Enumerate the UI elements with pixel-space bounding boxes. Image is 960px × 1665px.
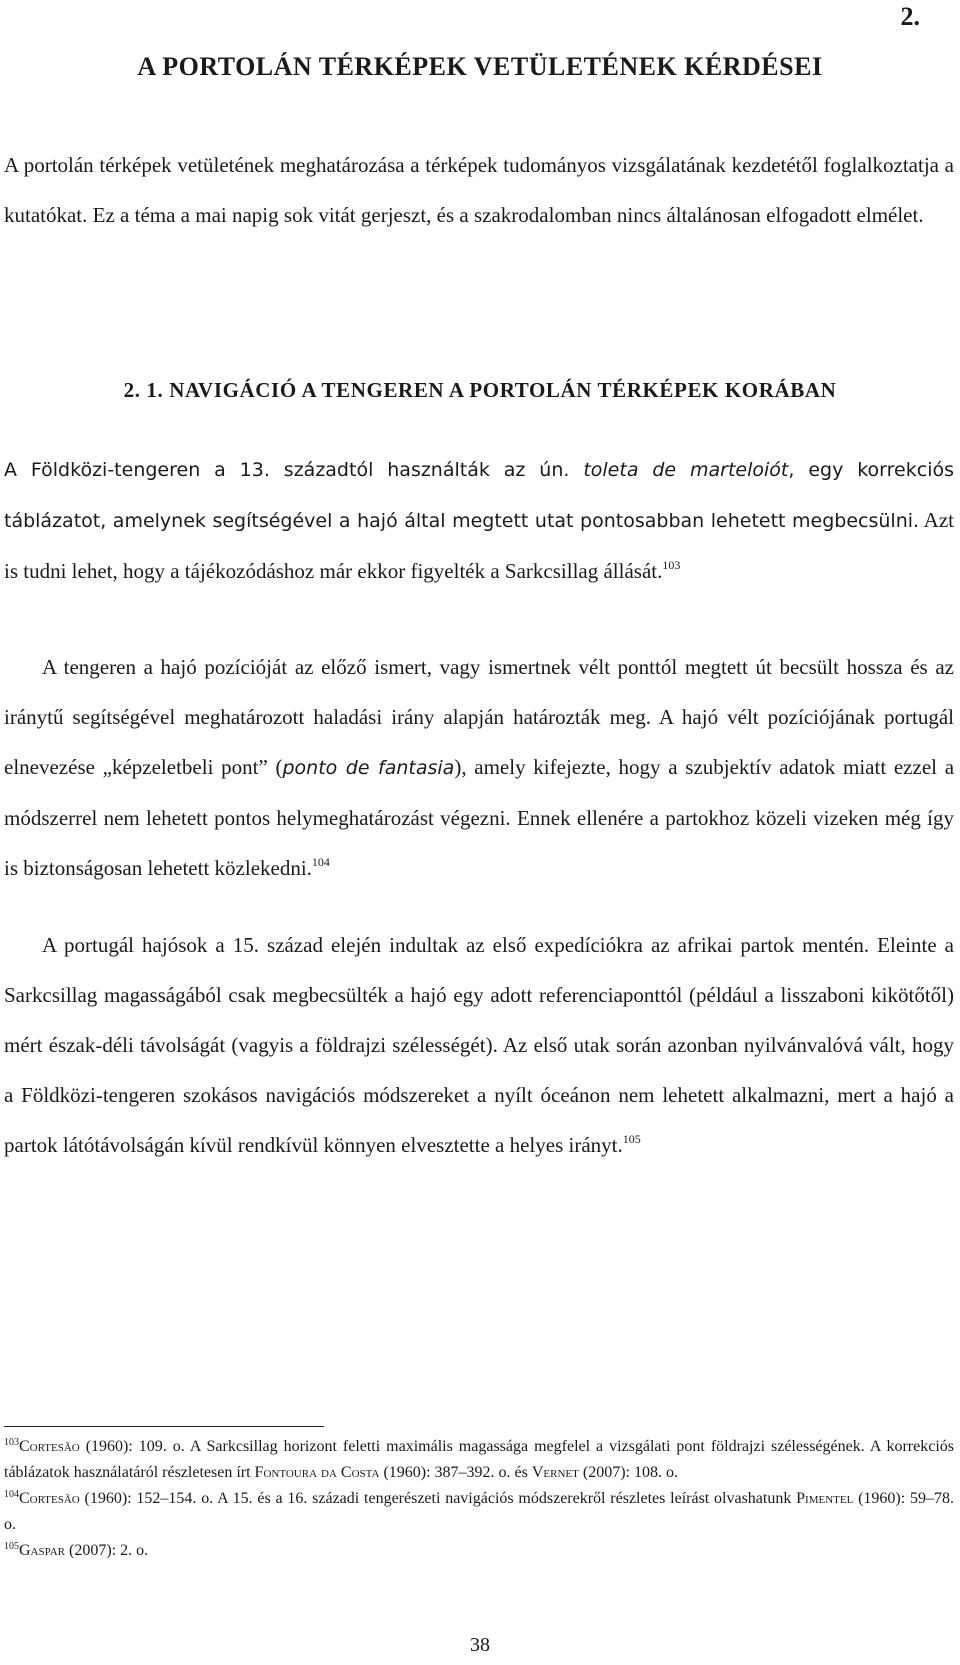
- chapter-number: 2.: [900, 2, 920, 31]
- footnote-text: (1960): 152–154. o. A 15. és a 16. századi tengerészeti navigációs módszerekről részletes leírást olvashatunk: [79, 1490, 797, 1507]
- footnotes: [4, 1434, 954, 1564]
- footnote-ref-103[interactable]: 103: [662, 558, 681, 572]
- footnote-ref-105[interactable]: 105: [622, 1132, 641, 1146]
- footnote-text: (1960): 387–392. o. és: [379, 1464, 532, 1481]
- footnote-103: [4, 1434, 954, 1486]
- footnote-text: (1960): 59–78. o.: [4, 1490, 954, 1533]
- footnote-author: Fontoura da Costa: [254, 1464, 380, 1481]
- paragraph-1-sans-text: , egy korrekciós táblázatot, amelynek segítségével a hajó által megtett utat pontosabban lehetett megbecsülni.: [4, 459, 954, 532]
- footnote-ref-104[interactable]: 104: [311, 855, 330, 869]
- footnote-104: [4, 1486, 954, 1538]
- paragraph-1-serif-text: Azt is tudni lehet, hogy a tájékozódáshoz már ekkor figyelték a Sarkcsillag állását.: [4, 508, 954, 583]
- paragraph-1-italic-term: toleta de marteloiót: [583, 459, 789, 481]
- intro-paragraph: A portolán térképek vetületének meghatározása a térképek tudományos vizsgálatának kezdetétől foglalkoztatja a kutatókat. Ez a téma a mai napig sok vitát gerjeszt, és a szakrodalomban nincs általánosan elfogadott elmélet.: [4, 153, 954, 227]
- footnote-number: 103: [4, 1437, 19, 1448]
- paragraph-2-text-a: A tengeren a hajó pozícióját az előző ismert, vagy ismertnek vélt ponttól megtett út becsült hossza és az iránytű segítségével meghatározott haladási irány alapján határozták meg. A hajó vélt pozíciójának portugál elnevezése „képzeletbeli pont” (: [4, 655, 954, 779]
- footnote-author: Gaspar: [19, 1542, 66, 1559]
- paragraph-1: [4, 444, 954, 596]
- paragraph-2: [4, 642, 954, 893]
- footnote-author: Cortesão: [19, 1438, 80, 1455]
- paragraph-3: [4, 920, 954, 1170]
- footnote-number: 105: [4, 1541, 19, 1552]
- footnote-author: Pimentel: [796, 1490, 854, 1507]
- paragraph-1-lead: A Földközi-tengeren a 13. századtól használták az ún.: [4, 459, 584, 481]
- footnote-author: Cortesão: [19, 1490, 80, 1507]
- paragraph-2-italic-term: ponto de fantasia: [282, 757, 455, 779]
- footnote-text: (2007): 108. o.: [578, 1464, 678, 1481]
- chapter-title: A PORTOLÁN TÉRKÉPEK VETÜLETÉNEK KÉRDÉSEI: [137, 52, 823, 81]
- paragraph-2-text-b: ), amely kifejezte, hogy a szubjektív adatok miatt ezzel a módszerrel nem lehetett pontos helymeghatározást végezni. Ennek ellenére a partokhoz közeli vizeken még így is biztonságosan lehetett közlekedni.: [4, 755, 955, 880]
- paragraph-3-text: A portugál hajósok a 15. század elején indultak az első expedíciókra az afrikai partok mentén. Eleinte a Sarkcsillag magasságából csak megbecsülték a hajó egy adott referenciaponttól (például a lisszaboni kikötőtől) mért észak-déli távolságát (vagyis a földrajzi szélességét). Az első utak során azonban nyilvánvalóvá vált, hogy a Földközi-tengeren szokásos navigációs módszereket a nyílt óceánon nem lehetett alkalmazni, mert a hajó a partok látótávolságán kívül rendkívül könnyen elvesztette a helyes irányt.: [4, 933, 954, 1157]
- footnote-105: [4, 1538, 954, 1564]
- footnote-text: (2007): 2. o.: [65, 1542, 149, 1559]
- footnote-text: (1960): 109. o. A Sarkcsillag horizont feletti maximális magassága megfelel a vizsgálati pont földrajzi szélességének. A korrekciós táblázatok használatáról részletesen írt: [4, 1438, 954, 1481]
- page-number: 38: [470, 1634, 490, 1656]
- footnote-author: Vernet: [531, 1464, 579, 1481]
- section-title: 2. 1. NAVIGÁCIÓ A TENGEREN A PORTOLÁN TÉRKÉPEK KORÁBAN: [123, 378, 837, 402]
- footnote-number: 104: [4, 1489, 19, 1500]
- footnote-divider: [4, 1426, 324, 1427]
